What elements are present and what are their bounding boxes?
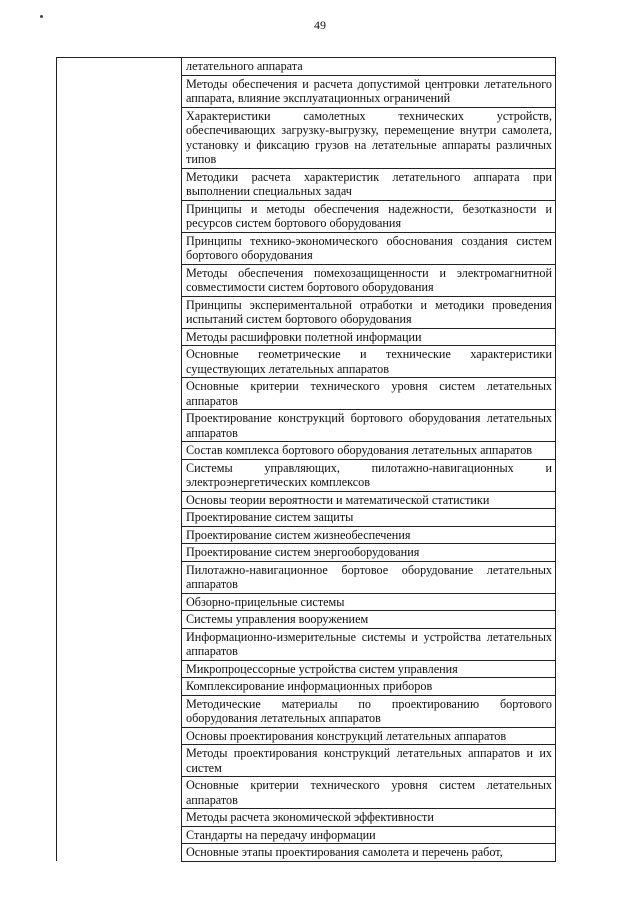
knowledge-item: Основы проектирования конструкций летательных аппаратов <box>182 727 556 745</box>
table-body <box>57 58 556 862</box>
requirements-table <box>56 57 556 862</box>
knowledge-item: Основные этапы проектирования самолета и перечень работ, <box>182 844 556 862</box>
table-row <box>57 58 556 76</box>
knowledge-item: Методы проектирования конструкций летательных аппаратов и их систем <box>182 745 556 777</box>
knowledge-item: Пилотажно-навигационное бортовое оборудование летательных аппаратов <box>182 561 556 593</box>
knowledge-item: летательного аппарата <box>182 58 556 76</box>
knowledge-item: Основы теории вероятности и математической статистики <box>182 491 556 509</box>
knowledge-item: Системы управляющих, пилотажно-навигационных и электроэнергетических комплексов <box>182 459 556 491</box>
knowledge-item: Обзорно-прицельные системы <box>182 593 556 611</box>
knowledge-item: Принципы и методы обеспечения надежности, безотказности и ресурсов систем бортового оборудования <box>182 200 556 232</box>
knowledge-item: Проектирование систем жизнеобеспечения <box>182 526 556 544</box>
knowledge-item: Стандарты на передачу информации <box>182 826 556 844</box>
knowledge-item: Комплексирование информационных приборов <box>182 678 556 696</box>
knowledge-item: Методы обеспечения и расчета допустимой центровки летательного аппарата, влияние эксплуатационных ограничений <box>182 75 556 107</box>
knowledge-item: Проектирование систем защиты <box>182 509 556 527</box>
knowledge-item: Основные критерии технического уровня систем летательных аппаратов <box>182 777 556 809</box>
knowledge-item: Информационно-измерительные системы и устройства летательных аппаратов <box>182 628 556 660</box>
knowledge-item: Принципы технико-экономического обоснования создания систем бортового оборудования <box>182 232 556 264</box>
knowledge-item: Основные критерии технического уровня систем летательных аппаратов <box>182 378 556 410</box>
knowledge-item: Методические материалы по проектированию бортового оборудования летательных аппаратов <box>182 695 556 727</box>
knowledge-item: Системы управления вооружением <box>182 611 556 629</box>
page-number: 49 <box>314 18 326 32</box>
knowledge-item: Методы обеспечения помехозащищенности и электромагнитной совместимости систем бортового оборудования <box>182 264 556 296</box>
knowledge-item: Характеристики самолетных технических устройств, обеспечивающих загрузку-выгрузку, перемещение внутри самолета, установку и фиксацию грузов на летательные аппараты различных типов <box>182 107 556 168</box>
knowledge-item: Состав комплекса бортового оборудования летательных аппаратов <box>182 442 556 460</box>
left-column-cell <box>57 58 182 862</box>
knowledge-item: Проектирование конструкций бортового оборудования летательных аппаратов <box>182 410 556 442</box>
knowledge-item: Принципы экспериментальной отработки и методики проведения испытаний систем бортового оборудования <box>182 296 556 328</box>
knowledge-item: Проектирование систем энергооборудования <box>182 544 556 562</box>
knowledge-item: Микропроцессорные устройства систем управления <box>182 660 556 678</box>
knowledge-item: Методики расчета характеристик летательного аппарата при выполнении специальных задач <box>182 168 556 200</box>
knowledge-item: Методы расшифровки полетной информации <box>182 328 556 346</box>
knowledge-item: Основные геометрические и технические характеристики существующих летательных аппаратов <box>182 346 556 378</box>
knowledge-item: Методы расчета экономической эффективности <box>182 809 556 827</box>
